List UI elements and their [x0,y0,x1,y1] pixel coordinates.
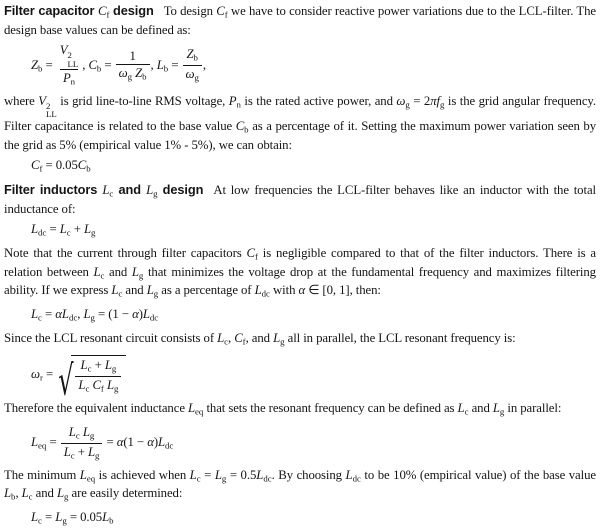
radical-sign: √ [58,356,74,405]
equation-equivalent-inductance: Leq = $\frac{\text{Lc Lg}}{Lc + Lg}$ = α(1 − α)Ldc [31,424,174,461]
paragraph-since: Since the LCL resonant circuit consists of Lc, Cf, and Lg all in parallel, the LCL resonant frequency is: [4,330,516,347]
equation-inductance-split: Lc = αLdc, Lg = (1 − α)Ldc [31,307,159,323]
inductors-intro-text: At low frequencies the LCL-filter behaves like an inductor with the total inductance of: [4,182,596,216]
paragraph-where: where V 2 LL is grid line-to-line RMS voltage, Pn is the rated active power, and ωg = 2πfg is the grid angular frequency. Filter capacitance is related to the base value Cb as a percentage of it. Setting the maximum power variation seen by the grid as 5% (empirical value 1% - 5%), we can obtain: [4,93,597,152]
paragraph-minimum: The minimum Leq is achieved when Lc = Lg = 0.5Ldc. By choosing Ldc to be 10% (empirical value) of the base value Lb, Lc and Lg are easily determined: [4,467,596,502]
equation-filter-capacitance: Cf = 0.05Cb [31,158,91,174]
equation-final-values: Lc = Lg = 0.05Lb [31,510,114,526]
equation-base-values: Zb = V 2 LL Pn , Cb = $\frac{1}{\text{ωg Zb}}$ , Lb = $\frac{Zb}{\omega g}$ , [31,43,206,87]
capacitor-intro-text: To design Cf we have to consider reactive power variations due to the LCL-filter. The design base values can be defined as: [4,4,596,37]
paragraph-inductors-design [4,182,596,217]
heading-filter-capacitor: Filter capacitor Cf design [4,3,154,20]
equation-total-inductance: Ldc = Lc + Lg [31,221,96,238]
paragraph-therefore: Therefore the equivalent inductance Leq that sets the resonant frequency can be defined as Lc and Lg in parallel: [4,400,562,417]
heading-filter-inductors: Filter inductors Lc and Lg design [4,181,204,199]
paragraph-note: Note that the current through filter capacitors Cf is negligible compared to that of the filter inductors. There is a relation between Lc and Lg that minimizes the voltage drop at the fundamental frequency and maximizes filtering ability. If we express Lc and Lg as a percentage of Ldc with α ∈ [0, 1], then: [4,245,596,299]
paragraph-capacitor-design [4,3,596,38]
equation-resonant-frequency: ωr = √ $\frac{Lc + Lg}{\text{Lc Cf Lg}}$ [31,355,596,396]
